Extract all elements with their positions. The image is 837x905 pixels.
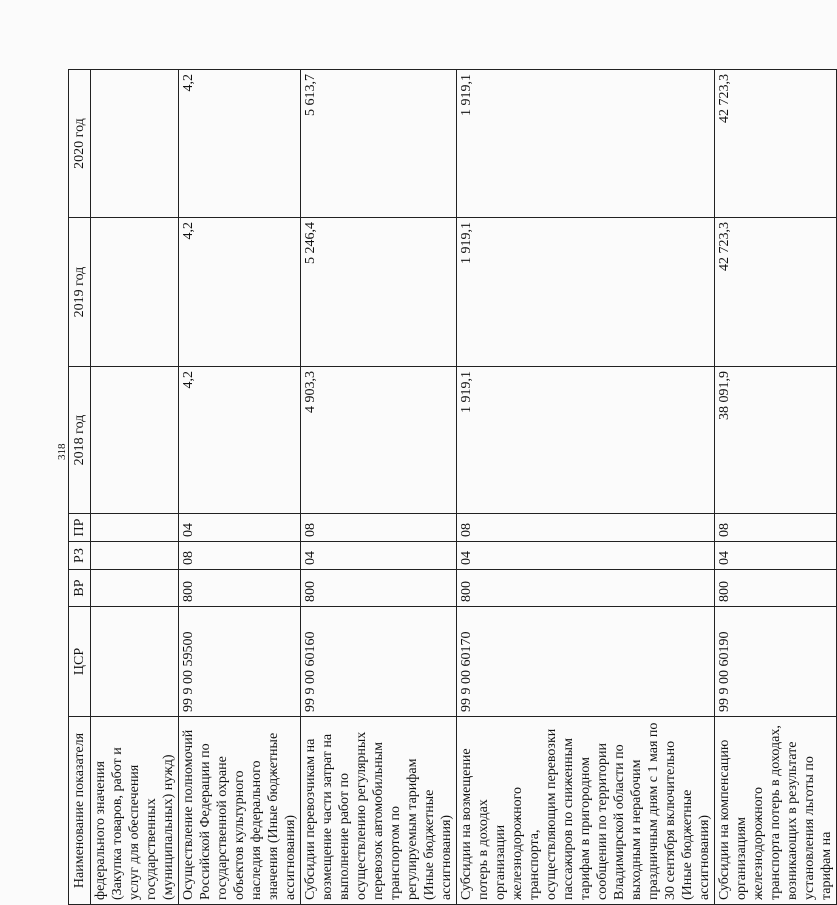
cell-rz: 08 [179,542,301,570]
cell-2018 [91,367,179,514]
cell-rz [91,542,179,570]
table-row [715,70,837,905]
header-name: Наименование показателя [69,717,91,905]
cell-2018: 4,2 [179,367,301,514]
cell-rz: 04 [715,542,837,570]
cell-2019 [91,218,179,367]
header-2020: 2020 год [69,70,91,218]
header-pr: ПР [69,514,91,542]
cell-2020 [91,70,179,218]
cell-2018: 4 903,3 [301,367,457,514]
cell-2020: 42 723,3 [715,70,837,218]
cell-2019: 42 723,3 [715,218,837,367]
cell-2019: 1 919,1 [457,218,715,367]
budget-table-sheet [68,70,834,905]
cell-vr: 800 [179,570,301,607]
budget-table [68,69,837,905]
header-2019: 2019 год [69,218,91,367]
table-row [91,70,179,905]
cell-name: Субсидии на компенсацию организациям железнодорожного транспорта потерь в доходах, возникающих в результате установления льготы по тарифам на [715,717,837,905]
cell-vr: 800 [301,570,457,607]
cell-csr: 99 9 00 60170 [457,607,715,717]
header-row [69,70,91,905]
cell-2020: 4,2 [179,70,301,218]
cell-pr: 08 [301,514,457,542]
cell-pr: 04 [179,514,301,542]
cell-2018: 38 091,9 [715,367,837,514]
cell-vr: 800 [457,570,715,607]
cell-rz: 04 [457,542,715,570]
cell-2019: 5 246,4 [301,218,457,367]
header-rz: РЗ [69,542,91,570]
cell-vr: 800 [715,570,837,607]
cell-name: Осуществление полномочий Российской Федерации по государственной охране объектов культурного наследия федерального значения (Иные бюджетные ассигнования) [179,717,301,905]
cell-2020: 5 613,7 [301,70,457,218]
cell-pr: 08 [715,514,837,542]
cell-csr: 99 9 00 59500 [179,607,301,717]
table-row [179,70,301,905]
cell-pr: 08 [457,514,715,542]
cell-csr [91,607,179,717]
cell-2019: 4,2 [179,218,301,367]
cell-2020: 1 919,1 [457,70,715,218]
cell-2018: 1 919,1 [457,367,715,514]
header-csr: ЦСР [69,607,91,717]
cell-name: Субсидии перевозчикам на возмещение части затрат на выполнение работ по осуществлению регулярных перевозок автомобильным транспортом по регулируемым тарифам (Иные бюджетные ассигнования) [301,717,457,905]
cell-pr [91,514,179,542]
header-2018: 2018 год [69,367,91,514]
header-vr: ВР [69,570,91,607]
cell-name: Субсидии на возмещение потерь в доходах организации железнодорожного транспорта, осуществляющим перевозки пассажиров по сниженным тарифам в пригородном сообщении по территории Владимирской области по выходным и нерабочим праздничным дням с 1 мая по 30 сентября включительно (Иные бюджетные ассигнования) [457,717,715,905]
cell-rz: 04 [301,542,457,570]
cell-csr: 99 9 00 60190 [715,607,837,717]
page-number: 318 [56,443,68,460]
cell-vr [91,570,179,607]
table-row [301,70,457,905]
table-row [457,70,715,905]
cell-name: федерального значения (Закупка товаров, работ и услуг для обеспечения государственных (муниципальных) нужд) [91,717,179,905]
cell-csr: 99 9 00 60160 [301,607,457,717]
